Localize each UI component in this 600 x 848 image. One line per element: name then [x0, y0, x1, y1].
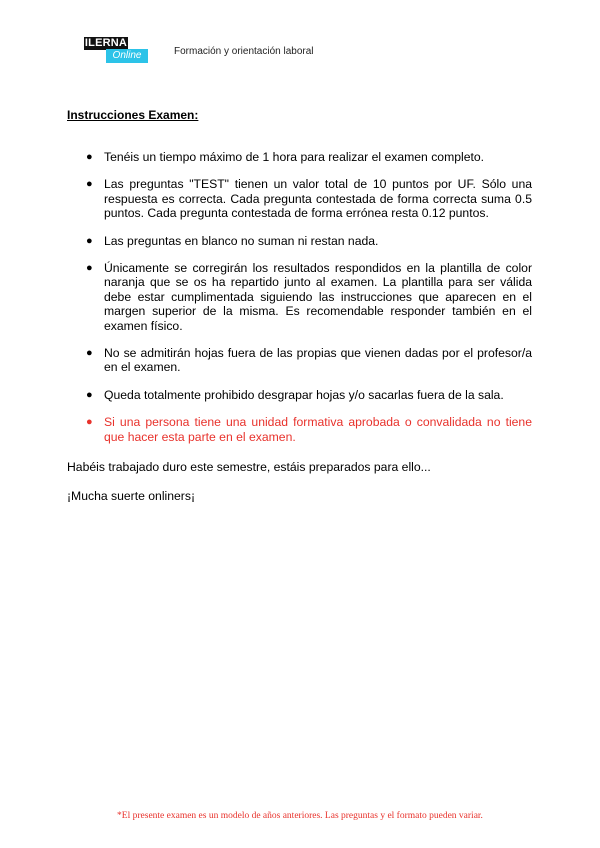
instruction-text: Queda totalmente prohibido desgrapar hojas y/o sacarlas fuera de la sala. — [104, 387, 504, 402]
page-title: Instrucciones Examen: — [67, 108, 199, 122]
instruction-item — [86, 346, 532, 375]
instruction-item — [86, 388, 532, 402]
instruction-text: Si una persona tiene una unidad formativa aprobada o convalidada no tiene que hacer esta parte en el examen. — [104, 415, 532, 444]
logo-wordmark: ILERNA — [84, 37, 128, 49]
bullet-icon: ● — [86, 178, 93, 191]
instruction-text: Tenéis un tiempo máximo de 1 hora para realizar el examen completo. — [104, 150, 485, 164]
bullet-icon: ● — [86, 416, 93, 429]
closing-paragraph: Habéis trabajado duro este semestre, estáis preparados para ello... — [67, 460, 431, 474]
instruction-item-highlight — [86, 415, 532, 444]
course-name: Formación y orientación laboral — [174, 46, 314, 57]
instruction-text: Las preguntas en blanco no suman ni restan nada. — [104, 233, 379, 248]
instruction-item — [86, 150, 532, 164]
bullet-icon: ● — [86, 347, 93, 360]
ilerna-logo — [84, 37, 148, 63]
instruction-text: Únicamente se corregirán los resultados respondidos en la plantilla de color naranja que se os ha repartido junto al examen. La plantilla para ser válida debe estar cumplimentada siguiendo las instrucciones que aparecen en el margen superior de la misma. Es recomendable responder también en el examen físico. — [104, 261, 532, 333]
instruction-item — [86, 177, 532, 220]
bullet-icon: ● — [86, 388, 93, 401]
bullet-icon: ● — [86, 151, 93, 163]
instruction-item — [86, 234, 532, 248]
instructions-list — [86, 150, 532, 457]
bullet-icon: ● — [86, 262, 93, 275]
bullet-icon: ● — [86, 234, 93, 247]
instruction-text: No se admitirán hojas fuera de las propias que vienen dadas por el profesor/a en el examen. — [104, 346, 532, 375]
good-luck-message: ¡Mucha suerte onliners¡ — [67, 489, 196, 503]
footer-disclaimer: *El presente examen es un modelo de años anteriores. Las preguntas y el formato pueden variar. — [117, 811, 483, 821]
instruction-item — [86, 261, 532, 333]
logo-online-tag: Online — [106, 49, 148, 63]
instruction-text: Las preguntas "TEST" tienen un valor total de 10 puntos por UF. Sólo una respuesta es correcta. Cada pregunta contestada de forma correcta suma 0.5 puntos. Cada pregunta contestada de forma errónea resta 0.12 puntos. — [104, 177, 532, 221]
